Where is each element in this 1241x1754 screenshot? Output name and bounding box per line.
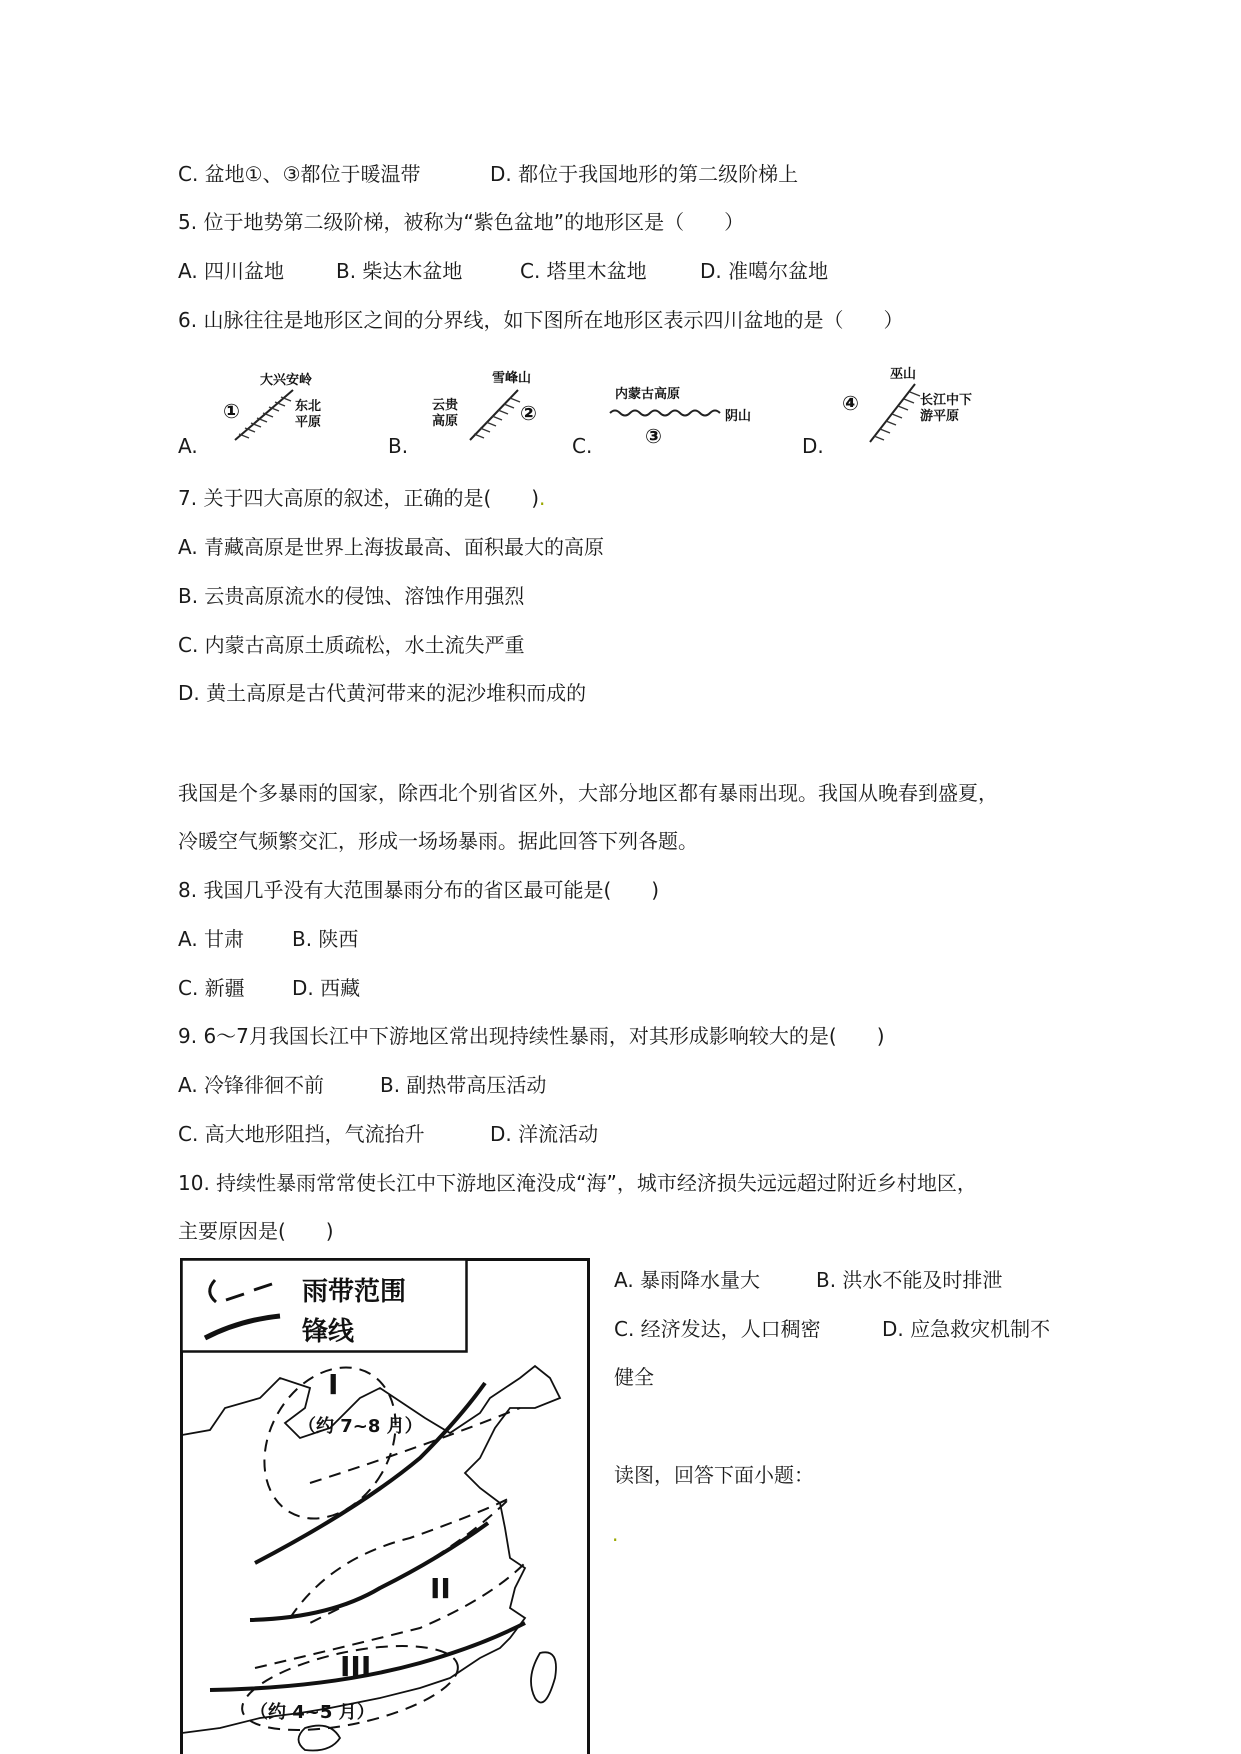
mountain-hatch-icon (239, 397, 291, 438)
question-9: 9. 6～7月我国长江中下游地区常出现持续性暴雨，对其形成影响较大的是( ) (178, 1024, 885, 1048)
read-map-prompt: 读图，回答下面小题： (614, 1463, 814, 1487)
passage-line-1: 我国是个多暴雨的国家，除西北个别省区外，大部分地区都有暴雨出现。我国从晚春到盛夏， (178, 781, 998, 805)
q6-option-b-figure (430, 368, 560, 448)
mountain-label: 大兴安岭 (260, 373, 313, 388)
region-label: 平原 (295, 415, 322, 430)
q7-option-a: A. 青藏高原是世界上海拔最高、面积最大的高原 (178, 535, 605, 559)
q4-option-c: C. 盆地①、③都位于暖温带 (178, 162, 421, 186)
mountain-ridge-icon (870, 384, 915, 442)
mountain-label: 巫山 (890, 367, 917, 382)
stray-dot: . (612, 1522, 619, 1546)
q6-option-c-letter: C. (572, 434, 593, 458)
front-line-1 (255, 1383, 485, 1563)
region-label: 东北 (295, 399, 322, 414)
q5-option-d: D. 准噶尔盆地 (700, 259, 829, 283)
q5-option-b: B. 柴达木盆地 (336, 259, 463, 283)
q10-option-d: D. 应急救灾机制不 (882, 1317, 1051, 1341)
q9-option-c: C. 高大地形阻挡，气流抬升 (178, 1122, 425, 1146)
region-label: 长江中下 (920, 393, 973, 408)
q8-option-b: B. 陕西 (292, 927, 359, 951)
question-8: 8. 我国几乎没有大范围暴雨分布的省区最可能是( ) (178, 878, 660, 902)
q10-option-a: A. 暴雨降水量大 (614, 1268, 761, 1292)
q4-option-d: D. 都位于我国地形的第二级阶梯上 (490, 162, 799, 186)
q6-option-a-letter: A. (178, 434, 198, 458)
belt-1-time: （约 7~8 月） (298, 1416, 423, 1437)
circle-number: ② (520, 401, 537, 425)
q10-option-b: B. 洪水不能及时排泄 (816, 1268, 1003, 1292)
legend-rain-label: 雨带范围 (302, 1277, 407, 1307)
question-10-line-2: 主要原因是( ) (178, 1219, 334, 1243)
q7-option-d: D. 黄土高原是古代黄河带来的泥沙堆积而成的 (178, 681, 587, 705)
q9-option-d: D. 洋流活动 (490, 1122, 599, 1146)
mountain-ridge-icon (235, 390, 293, 440)
circle-number: ④ (842, 391, 859, 415)
mountain-hatch-icon (874, 392, 920, 440)
q6-option-d-figure (840, 362, 990, 452)
question-10-line-1: 10. 持续性暴雨常常使长江中下游地区淹没成“海”，城市经济损失远远超过附近乡村地区， (178, 1171, 977, 1195)
mountain-label: 雪峰山 (492, 371, 532, 386)
region-label: 高原 (432, 414, 459, 429)
belt-3-time: （约 4~5 月） (250, 1702, 375, 1723)
circle-number: ① (223, 399, 240, 423)
q6-option-d-letter: D. (802, 434, 824, 458)
mountain-ridge-icon (470, 390, 518, 440)
q6-option-c-figure (605, 380, 755, 450)
question-7 (178, 484, 545, 512)
rain-belt-2 (290, 1498, 510, 1623)
question-6: 6. 山脉往往是地形区之间的分界线，如下图所在地形区表示四川盆地的是（ ） (178, 308, 904, 332)
q10-option-d-continued: 健全 (614, 1365, 654, 1389)
q8-option-d: D. 西藏 (292, 976, 361, 1000)
rain-belt-map (180, 1258, 590, 1754)
stray-dot: . (539, 486, 546, 510)
q6-option-b-letter: B. (388, 434, 409, 458)
question-5: 5. 位于地势第二级阶梯，被称为“紫色盆地”的地形区是（ ） (178, 210, 745, 234)
q6-option-a-figure (215, 370, 345, 445)
question-7-text: 7. 关于四大高原的叙述，正确的是( ) (178, 486, 540, 510)
mountain-label: 阴山 (725, 409, 752, 424)
belt-1-label: I (328, 1368, 339, 1401)
q10-option-c: C. 经济发达，人口稠密 (614, 1317, 821, 1341)
legend-front-label: 锋线 (302, 1317, 355, 1347)
q8-option-c: C. 新疆 (178, 976, 245, 1000)
q5-option-c: C. 塔里木盆地 (520, 259, 647, 283)
belt-2-label: II (430, 1572, 451, 1605)
q7-option-b: B. 云贵高原流水的侵蚀、溶蚀作用强烈 (178, 584, 525, 608)
q5-option-a: A. 四川盆地 (178, 259, 285, 283)
taiwan-outline (531, 1652, 556, 1702)
q9-option-a: A. 冷锋徘徊不前 (178, 1073, 325, 1097)
passage-line-2: 冷暖空气频繁交汇，形成一场场暴雨。据此回答下列各题。 (178, 829, 698, 853)
plateau-label: 内蒙古高原 (615, 387, 681, 402)
circle-number: ③ (645, 424, 662, 448)
mountain-hatch-icon (474, 398, 520, 438)
region-label: 游平原 (920, 409, 960, 424)
q7-option-c: C. 内蒙古高原土质疏松，水土流失严重 (178, 633, 525, 657)
q8-option-a: A. 甘肃 (178, 927, 245, 951)
front-line-2 (250, 1523, 488, 1620)
q9-option-b: B. 副热带高压活动 (380, 1073, 547, 1097)
belt-3-label: III (340, 1650, 372, 1683)
region-label: 云贵 (432, 398, 459, 413)
mountain-ridge-icon (610, 411, 720, 416)
